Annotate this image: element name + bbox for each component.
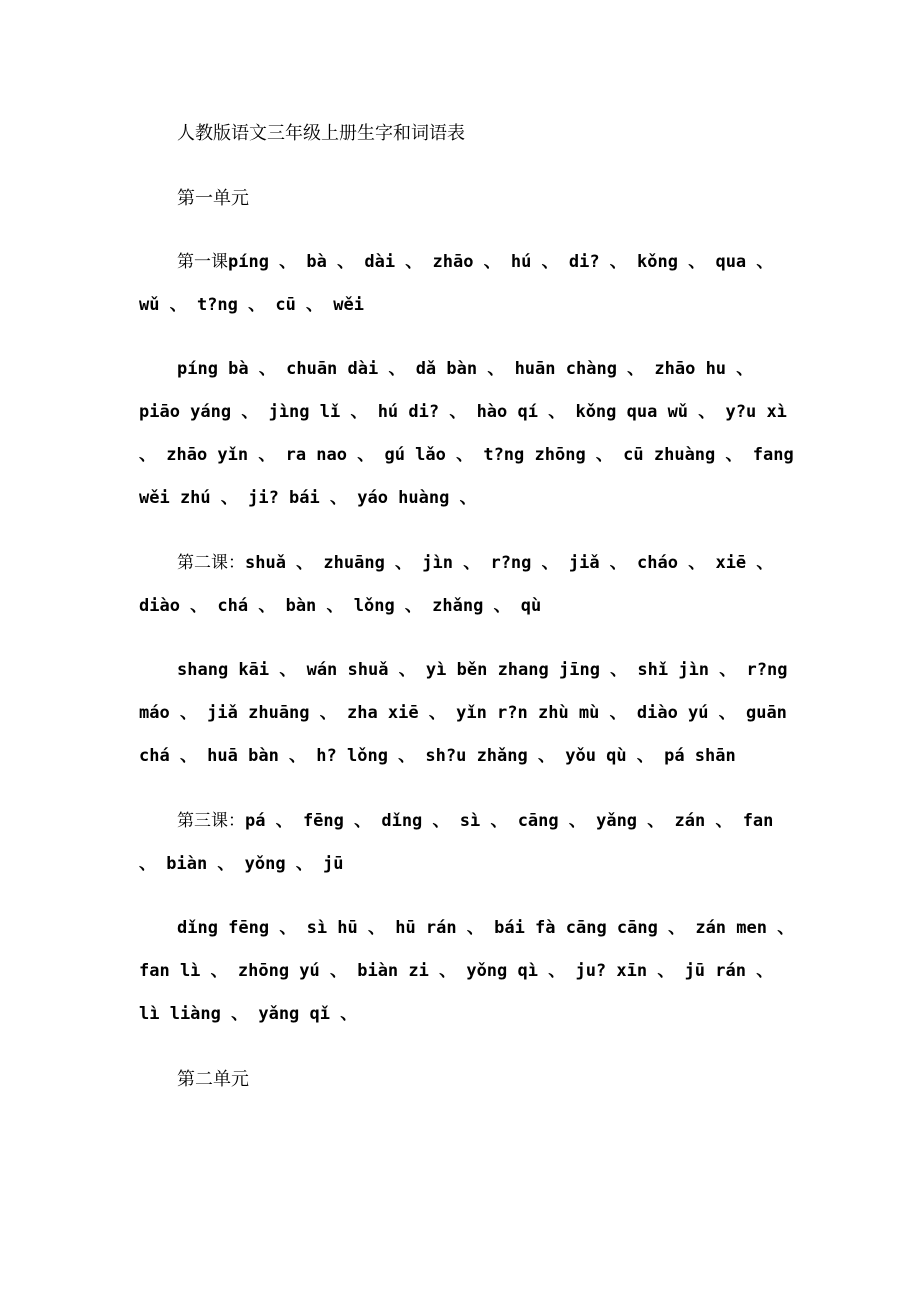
lesson-3-words: dǐng fēng 、 sì hū 、 hū rán 、 bái fà cāng cāng 、 zán men 、 fan lì 、 zhōng yú 、 biàn zi 、 yǒng qì 、 ju? xīn 、 jū rán 、 lì liàng 、 yǎng qǐ 、 [139, 918, 795, 1024]
lesson-1-characters [139, 241, 799, 327]
lesson-2-character-list: shuǎ 、 zhuāng 、 jìn 、 r?ng 、 jiǎ 、 cháo 、 xiē 、 diào 、 chá 、 bàn 、 lǒng 、 zhǎng 、 qù [139, 553, 774, 616]
document-title: 人教版语文三年级上册生字和词语表 [177, 123, 465, 144]
lesson-1-character-list: píng 、 bà 、 dài 、 zhāo 、 hú 、 di? 、 kǒng 、 qua 、 wǔ 、 t?ng 、 cū 、 wěi [139, 252, 774, 315]
lesson-3-label: 第三课： [177, 811, 245, 831]
lesson-2-characters [139, 542, 799, 628]
lesson-1-words: píng bà 、 chuān dài 、 dǎ bàn 、 huān chàng 、 zhāo hu 、 piāo yáng 、 jìng lǐ 、 hú di? 、 hào qí 、 kǒng qua wǔ 、 y?u xì 、 zhāo yǐn 、 ra nao 、 gú lǎo 、 t?ng zhōng 、 cū zhuàng 、 fang wěi zhú 、 ji? bái 、 yáo huàng 、 [139, 359, 794, 508]
unit-heading-2: 第二单元 [177, 1069, 249, 1090]
lesson-2-label: 第二课： [177, 553, 245, 573]
lesson-3-character-list: pá 、 fēng 、 dǐng 、 sì 、 cāng 、 yǎng 、 zán 、 fan 、 biàn 、 yǒng 、 jū [139, 811, 774, 874]
lesson-1-label: 第一课 [177, 252, 228, 272]
lesson-3-characters [139, 800, 799, 886]
unit-heading-1: 第一单元 [177, 188, 249, 209]
lesson-2-words: shang kāi 、 wán shuǎ 、 yì běn zhang jīng 、 shǐ jìn 、 r?ng máo 、 jiǎ zhuāng 、 zha xiē 、 yǐn r?n zhù mù 、 diào yú 、 guān chá 、 huā bàn 、 h? lǒng 、 sh?u zhǎng 、 yǒu qù 、 pá shān [139, 660, 788, 766]
